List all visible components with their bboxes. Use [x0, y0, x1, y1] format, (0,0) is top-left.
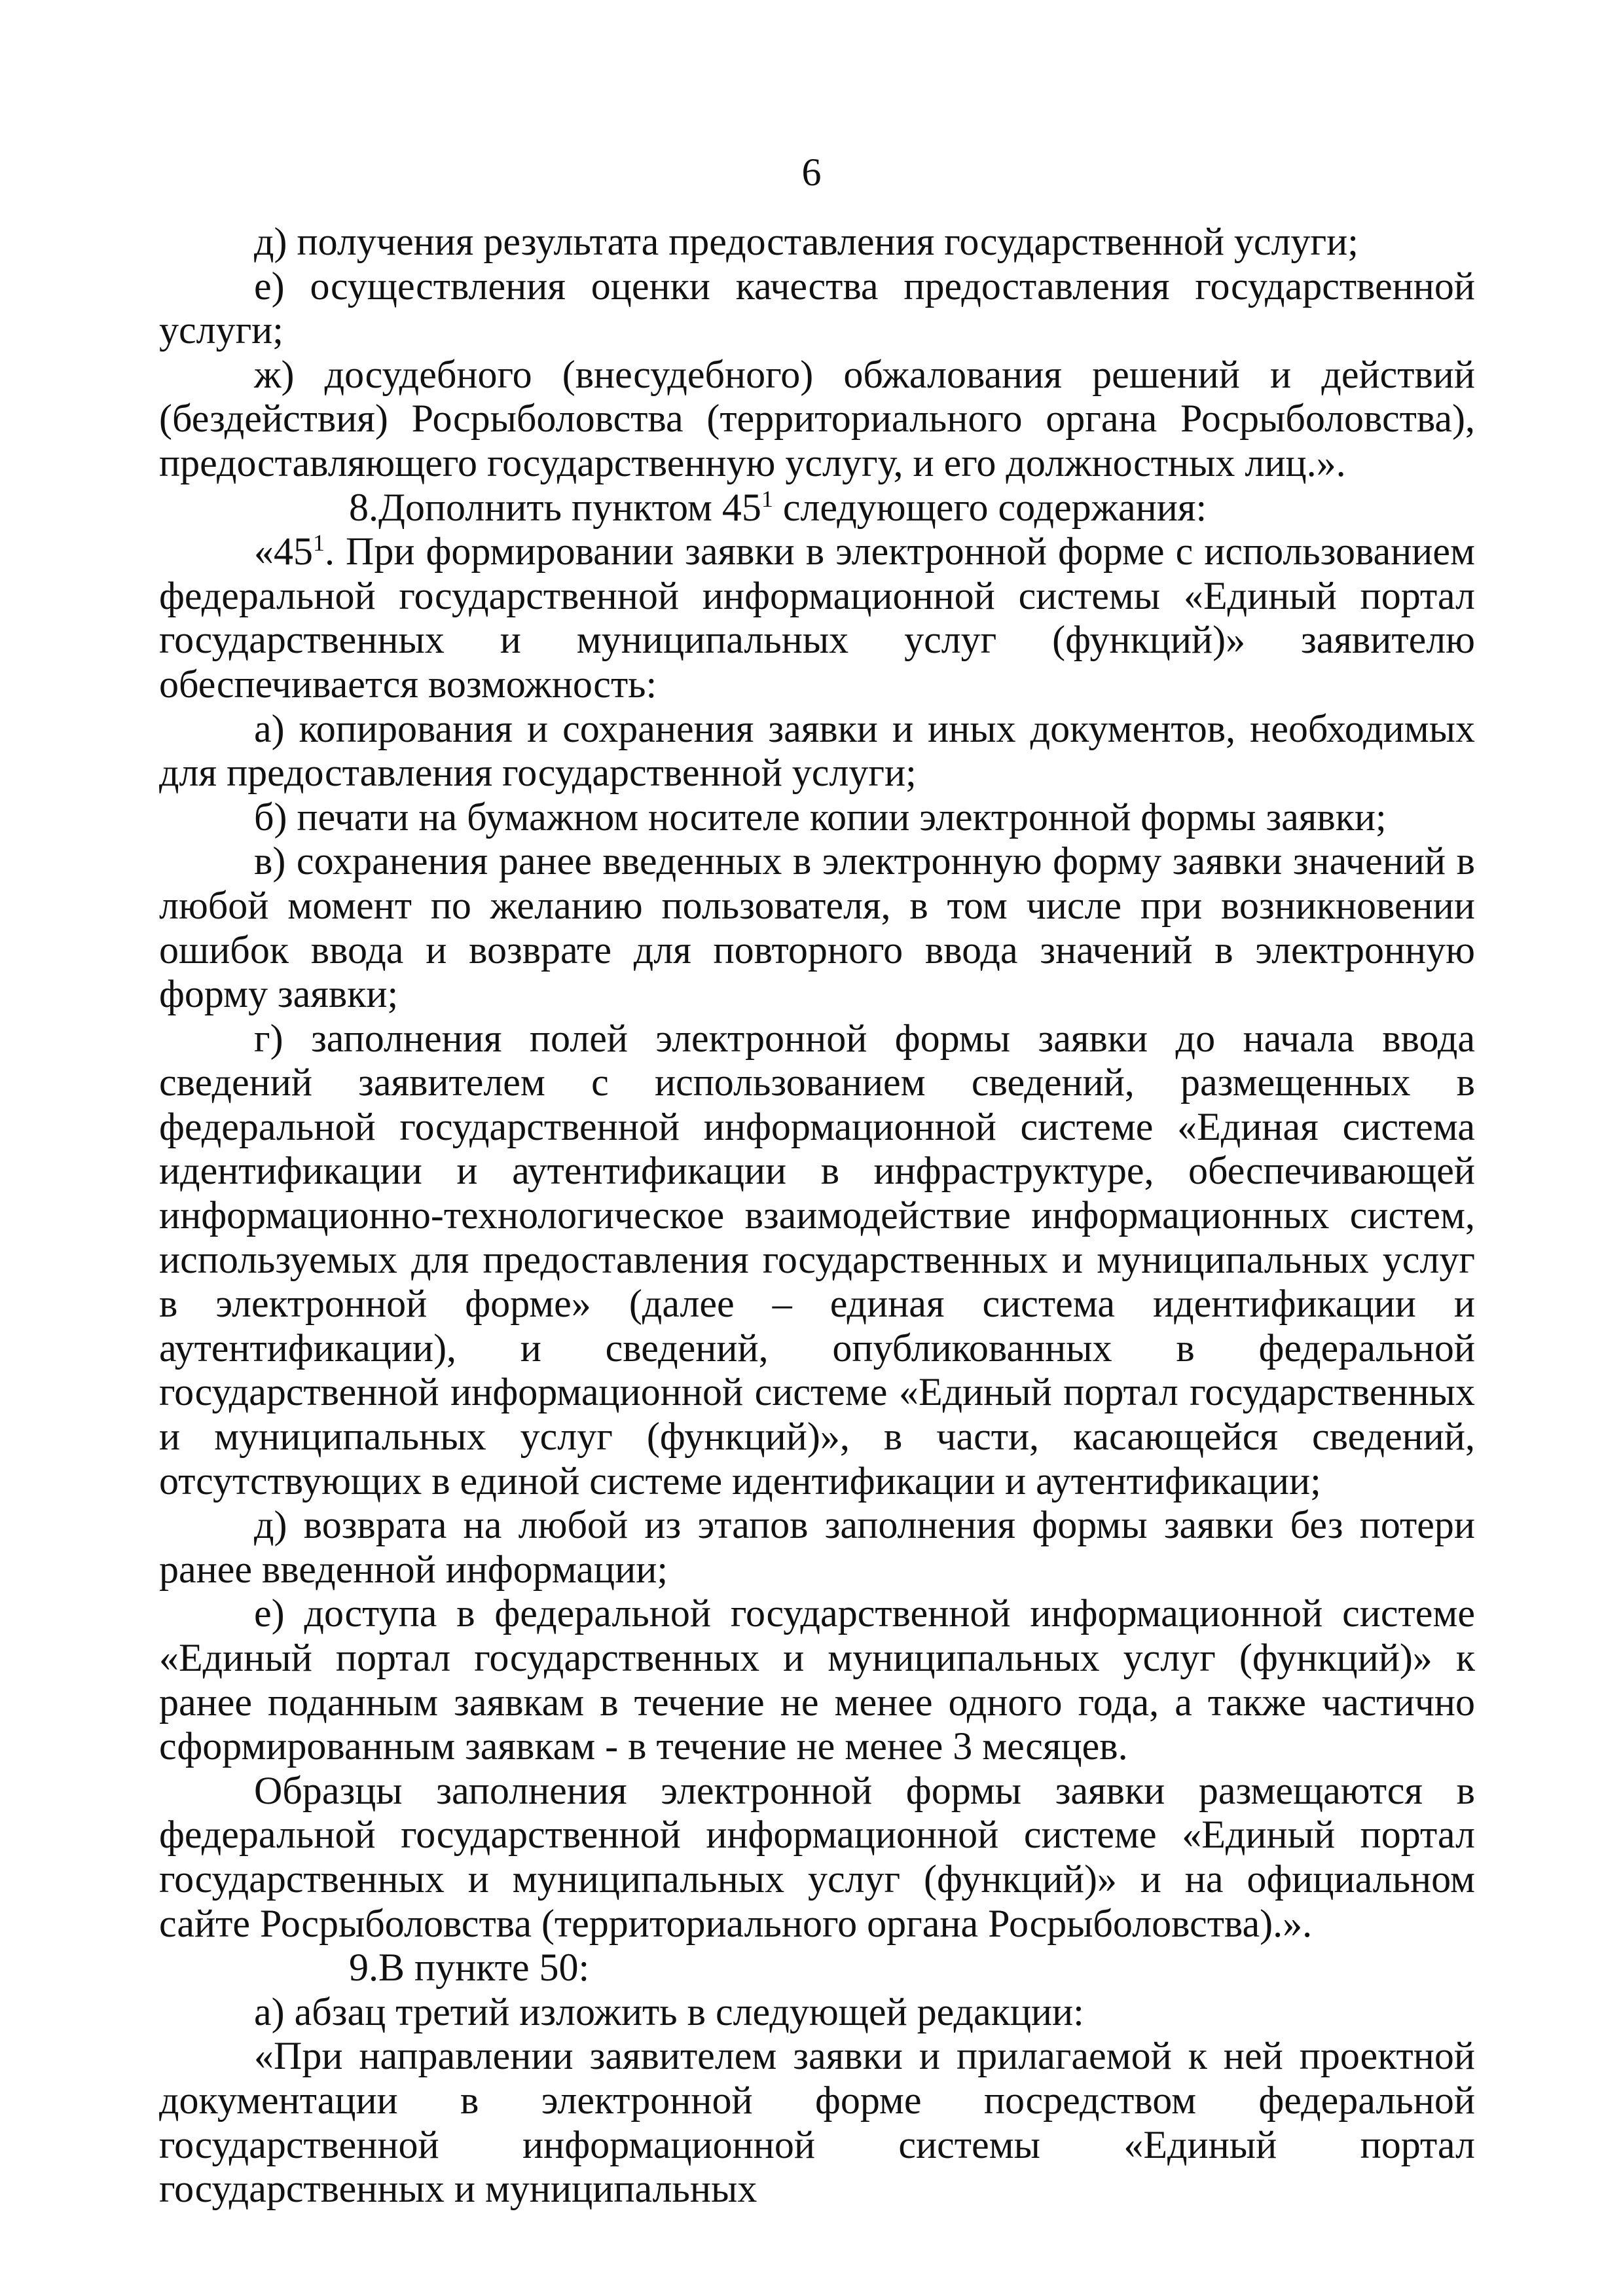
document-body: [159, 220, 1475, 2212]
page-number: 6: [801, 151, 822, 194]
paragraph-d-results: д) получения результата предоставления государственной услуги;: [254, 220, 1359, 263]
paragraph-a-abzac: а) абзац третий изложить в следующей редакции:: [254, 1990, 1084, 2033]
paragraph-item-9: [159, 1946, 1475, 1990]
superscript: 1: [313, 530, 325, 556]
item-number: 9.: [349, 1946, 378, 1990]
paragraph-g-fill: г) заполнения полей электронной формы заявки до начала ввода сведений заявителем с использованием сведений, размещенных в федеральной государственной информационной системе «Единая система идентификации и аутентификации в инфраструктуре, обеспечивающей информационно-технологическое взаимодействие информационных систем, используемых для предоставления государственных и муниципальных услуг в электронной форме» (далее – единая система идентификации и аутентификации), и сведений, опубликованных в федеральной государственной информационной системе «Единый портал государственных и муниципальных услуг (функций)», в части, касающейся сведений, отсутствующих в единой системе идентификации и аутентификации;: [159, 1016, 1475, 1503]
superscript: 1: [761, 485, 773, 512]
paragraph-e-access: е) доступа в федеральной государственной информационной системе «Единый портал государственных и муниципальных услуг (функций)» к ранее поданным заявкам в течение не менее одного года, а также частично сформированным заявкам - в течение не менее 3 месяцев.: [159, 1592, 1475, 1768]
clause-start: «45: [254, 530, 313, 574]
paragraph-b-print: б) печати на бумажном носителе копии электронной формы заявки;: [254, 795, 1387, 839]
paragraph-v-save: в) сохранения ранее введенных в электронную форму заявки значений в любой момент по желанию пользователя, в том числе при возникновении ошибок ввода и возврате для повторного ввода значений в электронную форму заявки;: [159, 839, 1475, 1016]
item-text: Дополнить пунктом 45: [378, 485, 761, 529]
paragraph-quote-start: «При направлении заявителем заявки и прилагаемой к ней проектной документации в электронной форме посредством федеральной государственной информационной системы «Единый портал государственных и муниципальных: [159, 2034, 1475, 2211]
paragraph-zh-appeal: ж) досудебного (внесудебного) обжалования решений и действий (бездействия) Росрыболовства (территориального органа Росрыболовства), предоставляющего государственную услугу, и его должностных лиц.».: [159, 352, 1475, 484]
item-text-tail: следующего содержания:: [773, 485, 1207, 529]
clause-text: . При формировании заявки в электронной форме с использованием федеральной государственной информационной системы «Единый портал государственных и муниципальных услуг (функций)» заявителю обеспечивается возможность:: [159, 530, 1475, 706]
paragraph-samples: Образцы заполнения электронной формы заявки размещаются в федеральной государственной информационной системе «Единый портал государственных и муниципальных услуг (функций)» и на официальном сайте Росрыболовства (территориального органа Росрыболовства).».: [159, 1768, 1475, 1945]
paragraph-e-quality: е) осуществления оценки качества предоставления государственной услуги;: [159, 264, 1475, 352]
paragraph-45-1: [159, 530, 1475, 706]
paragraph-d-return: д) возврата на любой из этапов заполнения формы заявки без потери ранее введенной информации;: [159, 1503, 1475, 1591]
item-number: 8.: [349, 485, 378, 529]
item-text: В пункте 50:: [378, 1946, 590, 1990]
paragraph-a-copy: а) копирования и сохранения заявки и иных документов, необходимых для предоставления государственной услуги;: [159, 706, 1475, 795]
paragraph-item-8: [159, 486, 1475, 530]
